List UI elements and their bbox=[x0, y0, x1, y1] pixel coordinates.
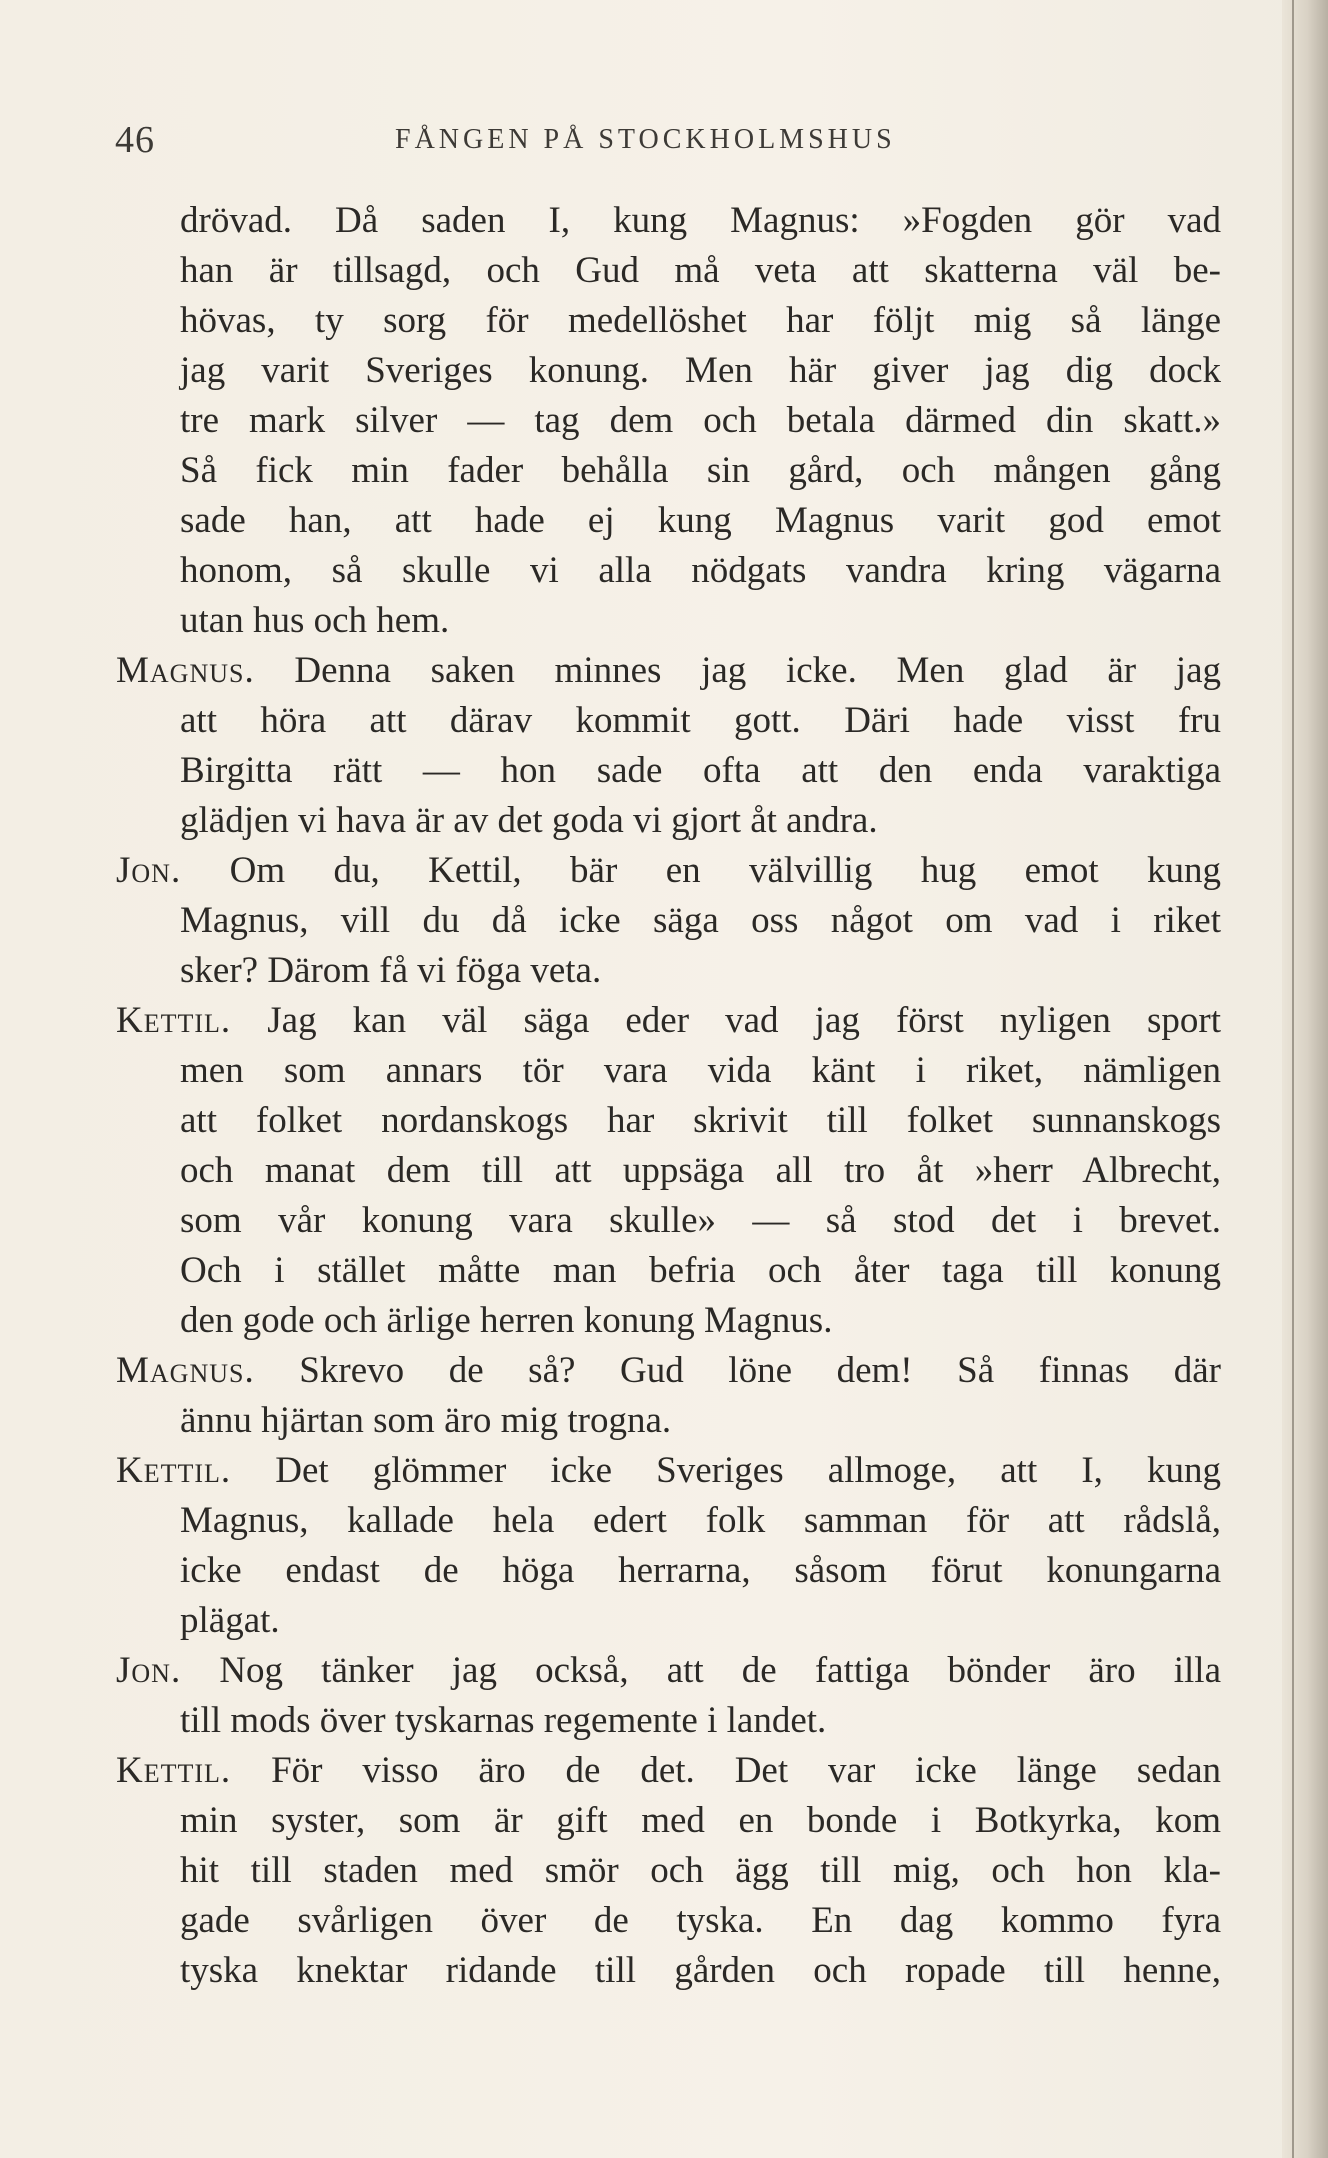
text-line bbox=[116, 1146, 1221, 1196]
text-line bbox=[116, 646, 1221, 696]
text-line bbox=[116, 446, 1221, 496]
line-text: gade svårligen över de tyska. En dag kommo fyra bbox=[180, 1900, 1221, 1941]
line-text: Denna saken minnes jag icke. Men glad är jag bbox=[254, 650, 1221, 691]
text-line bbox=[116, 496, 1221, 546]
line-text: jag varit Sveriges konung. Men här giver jag dig dock bbox=[180, 350, 1221, 391]
line-text: tre mark silver — tag dem och betala därmed din skatt.» bbox=[180, 400, 1221, 441]
text-line bbox=[116, 796, 1221, 846]
line-text: plägat. bbox=[180, 1600, 280, 1641]
line-text: icke endast de höga herrarna, såsom förut konungarna bbox=[180, 1550, 1221, 1591]
line-text: Skrevo de så? Gud löne dem! Så finnas där bbox=[254, 1350, 1221, 1391]
text-line bbox=[116, 1446, 1221, 1496]
text-line bbox=[116, 1646, 1221, 1696]
text-line bbox=[116, 1396, 1221, 1446]
speaker-name: Kettil. bbox=[116, 1000, 232, 1041]
text-line bbox=[116, 996, 1221, 1046]
text-line bbox=[116, 896, 1221, 946]
line-text: glädjen vi hava är av det goda vi gjort åt andra. bbox=[180, 800, 878, 841]
text-line bbox=[116, 1746, 1221, 1796]
page-edge-shadow bbox=[1282, 0, 1328, 2158]
line-text: som vår konung vara skulle» — så stod det i brevet. bbox=[180, 1200, 1221, 1241]
line-text: ännu hjärtan som äro mig trogna. bbox=[180, 1400, 672, 1441]
text-line bbox=[116, 1496, 1221, 1546]
text-line bbox=[116, 246, 1221, 296]
line-text: drövad. Då saden I, kung Magnus: »Fogden gör vad bbox=[180, 200, 1221, 241]
speaker-name: Magnus. bbox=[116, 1350, 255, 1391]
line-text: tyska knektar ridande till gården och ropade till henne, bbox=[180, 1950, 1221, 1991]
text-line bbox=[116, 1196, 1221, 1246]
line-text: den gode och ärlige herren konung Magnus. bbox=[180, 1300, 833, 1341]
text-line bbox=[116, 1346, 1221, 1396]
speaker-name: Jon. bbox=[116, 1650, 182, 1691]
line-text: Det glömmer icke Sveriges allmoge, att I, kung bbox=[231, 1450, 1221, 1491]
line-text: min syster, som är gift med en bonde i Botkyrka, kom bbox=[180, 1800, 1221, 1841]
line-text: Så fick min fader behålla sin gård, och mången gång bbox=[180, 450, 1221, 491]
line-text: Magnus, kallade hela edert folk samman för att rådslå, bbox=[180, 1500, 1221, 1541]
running-title: FÅNGEN PÅ STOCKHOLMSHUS bbox=[395, 124, 896, 155]
text-line bbox=[116, 846, 1221, 896]
text-line bbox=[116, 346, 1221, 396]
line-text: Om du, Kettil, bär en välvillig hug emot kung bbox=[181, 850, 1221, 891]
body-text bbox=[116, 196, 1221, 1996]
page-number: 46 bbox=[115, 119, 155, 161]
page-edge-line bbox=[1292, 0, 1294, 2158]
text-line bbox=[116, 546, 1221, 596]
speaker-name: Jon. bbox=[116, 850, 182, 891]
text-line bbox=[116, 946, 1221, 996]
line-text: För visso äro de det. Det var icke länge sedan bbox=[231, 1750, 1221, 1791]
line-text: men som annars tör vara vida känt i riket, nämligen bbox=[180, 1050, 1221, 1091]
speaker-name: Magnus. bbox=[116, 650, 255, 691]
line-text: han är tillsagd, och Gud må veta att skatterna väl be- bbox=[180, 250, 1221, 291]
line-text: att folket nordanskogs har skrivit till folket sunnanskogs bbox=[180, 1100, 1221, 1141]
line-text: Jag kan väl säga eder vad jag först nyligen sport bbox=[231, 1000, 1221, 1041]
line-text: Magnus, vill du då icke säga oss något om vad i riket bbox=[180, 900, 1221, 941]
line-text: till mods över tyskarnas regemente i landet. bbox=[180, 1700, 827, 1741]
line-text: honom, så skulle vi alla nödgats vandra kring vägarna bbox=[180, 550, 1221, 591]
text-line bbox=[116, 1046, 1221, 1096]
line-text: Nog tänker jag också, att de fattiga bönder äro illa bbox=[181, 1650, 1221, 1691]
text-line bbox=[116, 1296, 1221, 1346]
text-line bbox=[116, 1946, 1221, 1996]
page-header bbox=[115, 118, 1215, 168]
line-text: Och i stället måtte man befria och åter taga till konung bbox=[180, 1250, 1221, 1291]
line-text: Birgitta rätt — hon sade ofta att den enda varaktiga bbox=[180, 750, 1221, 791]
text-line bbox=[116, 1796, 1221, 1846]
line-text: sade han, att hade ej kung Magnus varit god emot bbox=[180, 500, 1221, 541]
speaker-name: Kettil. bbox=[116, 1450, 232, 1491]
line-text: och manat dem till att uppsäga all tro åt »herr Albrecht, bbox=[180, 1150, 1221, 1191]
text-line bbox=[116, 1546, 1221, 1596]
line-text: att höra att därav kommit gott. Däri hade visst fru bbox=[180, 700, 1221, 741]
line-text: hövas, ty sorg för medellöshet har följt mig så länge bbox=[180, 300, 1221, 341]
text-line bbox=[116, 746, 1221, 796]
line-text: sker? Därom få vi föga veta. bbox=[180, 950, 602, 991]
text-line bbox=[116, 1846, 1221, 1896]
text-line bbox=[116, 1896, 1221, 1946]
text-line bbox=[116, 1096, 1221, 1146]
speaker-name: Kettil. bbox=[116, 1750, 232, 1791]
text-line bbox=[116, 696, 1221, 746]
line-text: hit till staden med smör och ägg till mig, och hon kla- bbox=[180, 1850, 1221, 1891]
text-line bbox=[116, 196, 1221, 246]
text-line bbox=[116, 596, 1221, 646]
line-text: utan hus och hem. bbox=[180, 600, 450, 641]
text-line bbox=[116, 396, 1221, 446]
text-line bbox=[116, 1596, 1221, 1646]
text-line bbox=[116, 1246, 1221, 1296]
text-line bbox=[116, 1696, 1221, 1746]
text-line bbox=[116, 296, 1221, 346]
